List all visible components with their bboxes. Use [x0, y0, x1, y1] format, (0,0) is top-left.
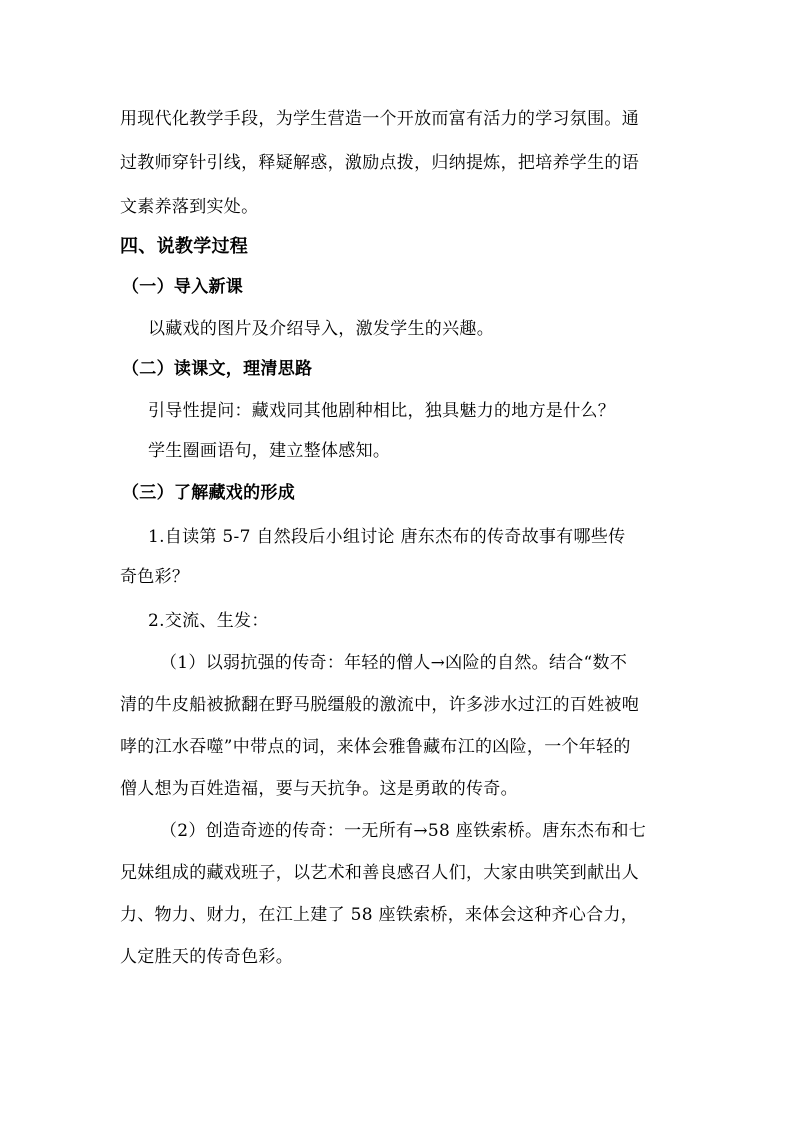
part-3-sub-1-line-1: （1）以弱抗强的传奇：年轻的僧人→凶险的自然。结合“数不 [160, 653, 628, 673]
part-3-sub-2-line-4: 人定胜天的传奇色彩。 [120, 947, 293, 967]
part-3-sub-2-line-2: 兄妹组成的藏戏班子，以艺术和善良感召人们，大家由哄笑到献出人 [120, 863, 639, 883]
part-3-item-2: 2.交流、生发： [148, 611, 269, 631]
part-3-item-1-line-2: 奇色彩？ [120, 567, 190, 587]
part-1-title: （一）导入新课 [122, 277, 244, 297]
intro-line-1: 用现代化教学手段，为学生营造一个开放而富有活力的学习氛围。通 [120, 109, 639, 129]
part-2-question: 引导性提问：藏戏同其他剧种相比，独具魅力的地方是什么？ [148, 401, 616, 421]
part-1-text: 以藏戏的图片及介绍导入，激发学生的兴趣。 [148, 319, 494, 339]
part-3-sub-1-line-2: 清的牛皮船被掀翻在野马脱缰般的激流中，许多涉水过江的百姓被咆 [120, 695, 639, 715]
part-3-sub-1-line-3: 哮的江水吞噬”中带点的词，来体会雅鲁藏布江的凶险，一个年轻的 [120, 737, 631, 757]
part-3-title: （三）了解藏戏的形成 [122, 483, 295, 503]
part-3-item-1-line-1: 1.自读第 5-7 自然段后小组讨论 唐东杰布的传奇故事有哪些传 [148, 527, 626, 547]
part-3-sub-2-line-3: 力、物力、财力，在江上建了 58 座铁索桥，来体会这种齐心合力， [120, 905, 639, 925]
part-3-sub-2-line-1: （2）创造奇迹的传奇：一无所有→58 座铁索桥。唐东杰布和七 [160, 821, 647, 841]
intro-line-2: 过教师穿针引线，释疑解惑，激励点拨，归纳提炼，把培养学生的语 [120, 153, 639, 173]
section-4-title: 四、说教学过程 [120, 236, 249, 257]
part-3-sub-1-line-4: 僧人想为百姓造福，要与天抗争。这是勇敢的传奇。 [120, 779, 518, 799]
part-2-title: （二）读课文，理清思路 [122, 359, 313, 379]
intro-line-3: 文素养落到实处。 [120, 197, 259, 217]
part-2-activity: 学生圈画语句，建立整体感知。 [148, 441, 391, 461]
